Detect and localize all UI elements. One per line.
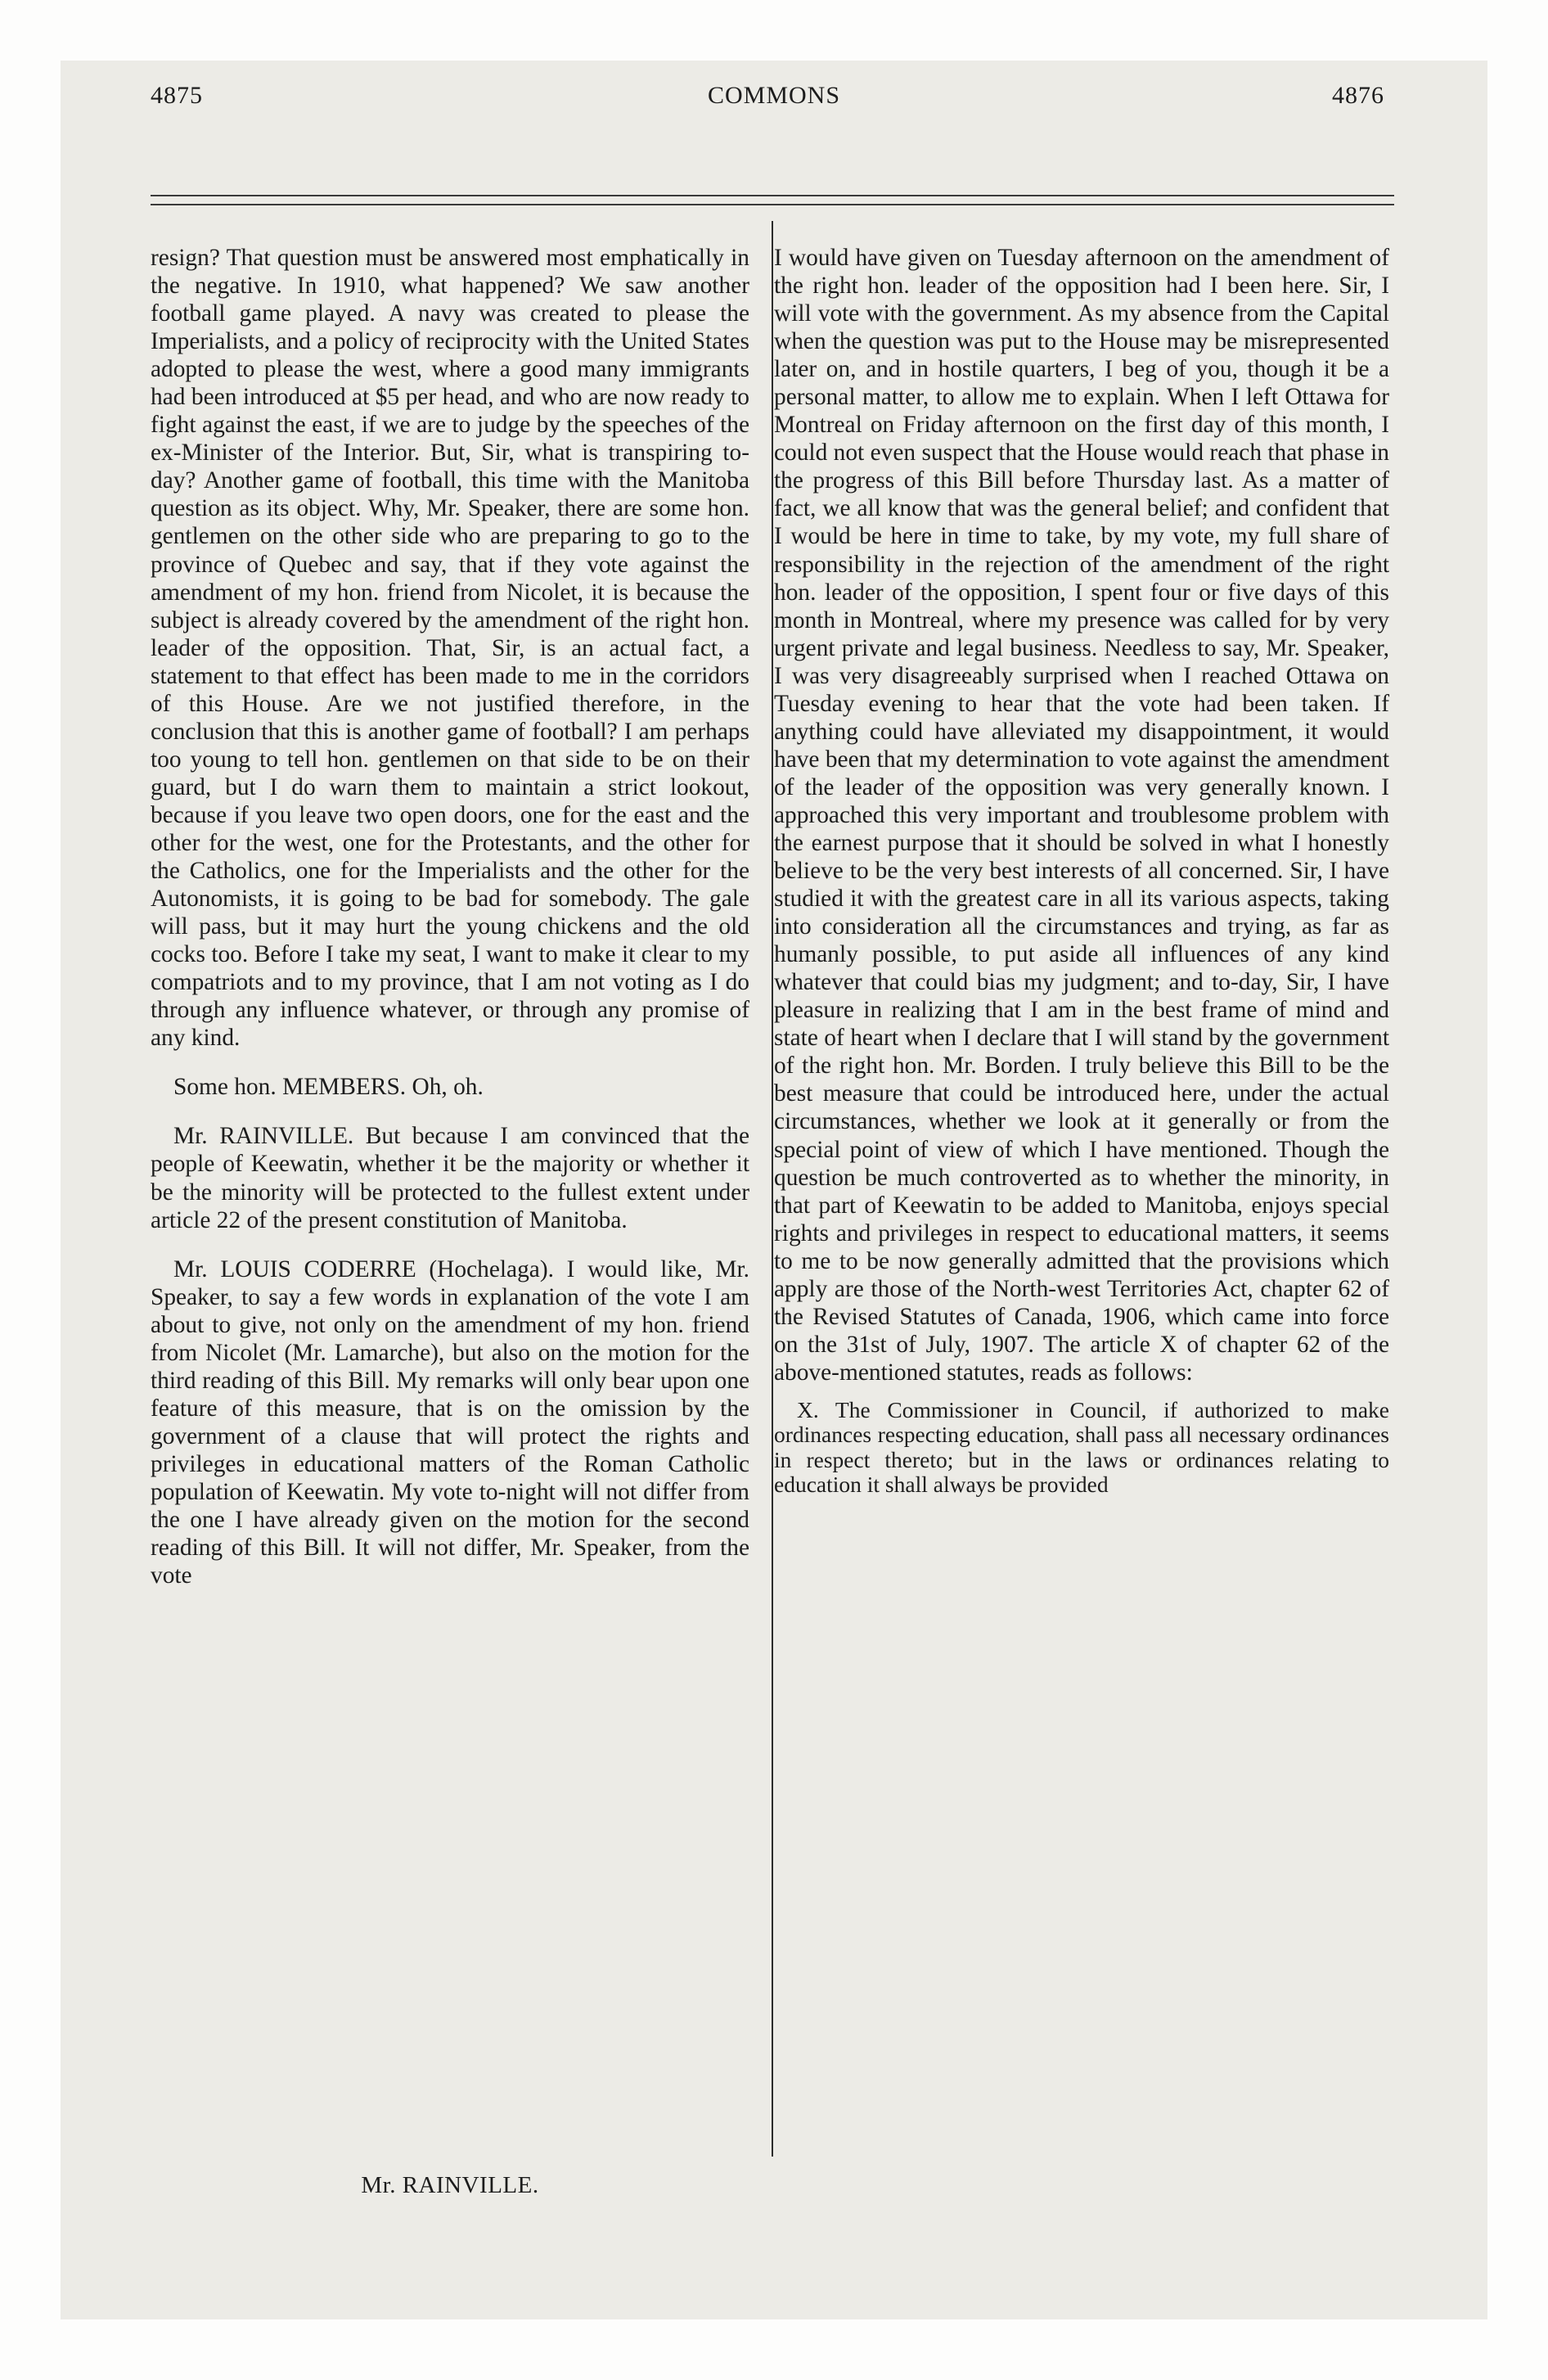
left-paragraph-4: Mr. LOUIS CODERRE (Hochelaga). I would like, Mr. Speaker, to say a few words in explanation of the vote I am about to give, not only on the amendment of my hon. friend from Nicolet (Mr. Lamarche), but also on the motion for the third reading of this Bill. My remarks will only bear upon one feature of this measure, that is on the omission by the government of a clause that will protect the rights and privileges in educational matters of the Roman Catholic population of Keewatin. My vote to-night will not differ from the one I have already given on the motion for the second reading of this Bill. It will not differ, Mr. Speaker, from the vote <box>151 1255 749 1589</box>
header-rule-bottom <box>151 204 1394 205</box>
speaker-footer: Mr. RAINVILLE. <box>361 2172 539 2198</box>
left-paragraph-2: Some hon. MEMBERS. Oh, oh. <box>173 1074 484 1101</box>
running-header-title: COMMONS <box>707 82 841 109</box>
page-number-right: 4876 <box>1332 82 1384 109</box>
left-paragraph-3: Mr. RAINVILLE. But because I am convinced that the people of Keewatin, whether it be the majority or whether it be the minority will be protected to the fullest extent under article 22 of the present constitution of Manitoba. <box>151 1123 749 1233</box>
statute-quote: X. The Commissioner in Council, if authorized to make ordinances respecting education, shall pass all necessary ordinances in respect thereto; but in the laws or ordinances relating to education it shall always be provided <box>774 1396 1389 1498</box>
header-rule-top <box>151 195 1394 196</box>
left-paragraph-1: resign? That question must be answered most emphatically in the negative. In 1910, what happened? We saw another football game played. A navy was created to please the Imperialists, and a policy of reciprocity with the United States adopted to please the west, where a good many immigrants had been introduced at $5 per head, and who are now ready to fight against the east, if we are to judge by the speeches of the ex-Minister of the Interior. But, Sir, what is transpiring to-day? Another game of football, this time with the Manitoba question as its object. Why, Mr. Speaker, there are some hon. gentlemen on the other side who are preparing to go to the province of Quebec and say, that if they vote against the amendment of my hon. friend from Nicolet, it is because the subject is already covered by the amendment of the right hon. leader of the opposition. That, Sir, is an actual fact, a statement to that effect has been made to me in the corridors of this House. Are we not justified therefore, in the conclusion that this is another game of football? I am perhaps too young to tell hon. gentlemen on that side to be on their guard, but I do warn them to maintain a strict lookout, because if you leave two open doors, one for the east and the other for the west, one for the Protestants, and the other for the Catholics, one for the Imperialists and the other for the Autonomists, it is going to be bad for somebody. The gale will pass, but it may hurt the young chickens and the old cocks too. Before I take my seat, I want to make it clear to my compatriots and to my province, that I am not voting as I do through any influence whatever, or through any promise of any kind. <box>151 245 749 1052</box>
right-paragraph-1: I would have given on Tuesday afternoon on the amendment of the right hon. leader of the opposition had I been here. Sir, I will vote with the government. As my absence from the Capital when the question was put to the House may be misrepresented later on, and in hostile quarters, I beg of you, though it be a personal matter, to allow me to explain. When I left Ottawa for Montreal on Friday afternoon on the first day of this month, I could not even suspect that the House would reach that phase in the progress of this Bill before Thursday last. As a matter of fact, we all know that was the general belief; and confident that I would be here in time to take, by my vote, my full share of responsibility in the rejection of the amendment of the right hon. leader of the opposition, I spent four or five days of this month in Montreal, where my presence was called for by very urgent private and legal business. Needless to say, Mr. Speaker, I was very disagreeably surprised when I reached Ottawa on Tuesday evening to hear that the vote had been taken. If anything could have alleviated my disappointment, it would have been that my determination to vote against the amendment of the leader of the opposition was very generally known. I approached this very important and troublesome problem with the earnest purpose that it should be solved in what I honestly believe to be the very best interests of all concerned. Sir, I have studied it with the greatest care in all its various aspects, taking into consideration all the circumstances and trying, as far as humanly possible, to put aside all influences of any kind whatever that could bias my judgment; and to-day, Sir, I have pleasure in realizing that I am in the best frame of mind and state of heart when I declare that I will stand by the government of the right hon. Mr. Borden. I truly believe this Bill to be the best measure that could be introduced here, under the actual circumstances, whether we look at it generally or from the special point of view of which I have mentioned. Though the question be much controverted as to whether the minority, in that part of Keewatin to be added to Manitoba, enjoys special rights and privileges in respect to educational matters, it seems to me to be now generally admitted that the provisions which apply are those of the North-west Territories Act, chapter 62 of the Revised Statutes of Canada, 1906, which came into force on the 31st of July, 1907. The article X of chapter 62 of the above-mentioned statutes, reads as follows: <box>774 245 1389 1386</box>
page-number-left: 4875 <box>151 82 203 109</box>
right-column <box>774 244 1389 1498</box>
column-divider <box>772 221 773 2157</box>
left-column <box>151 244 749 1589</box>
